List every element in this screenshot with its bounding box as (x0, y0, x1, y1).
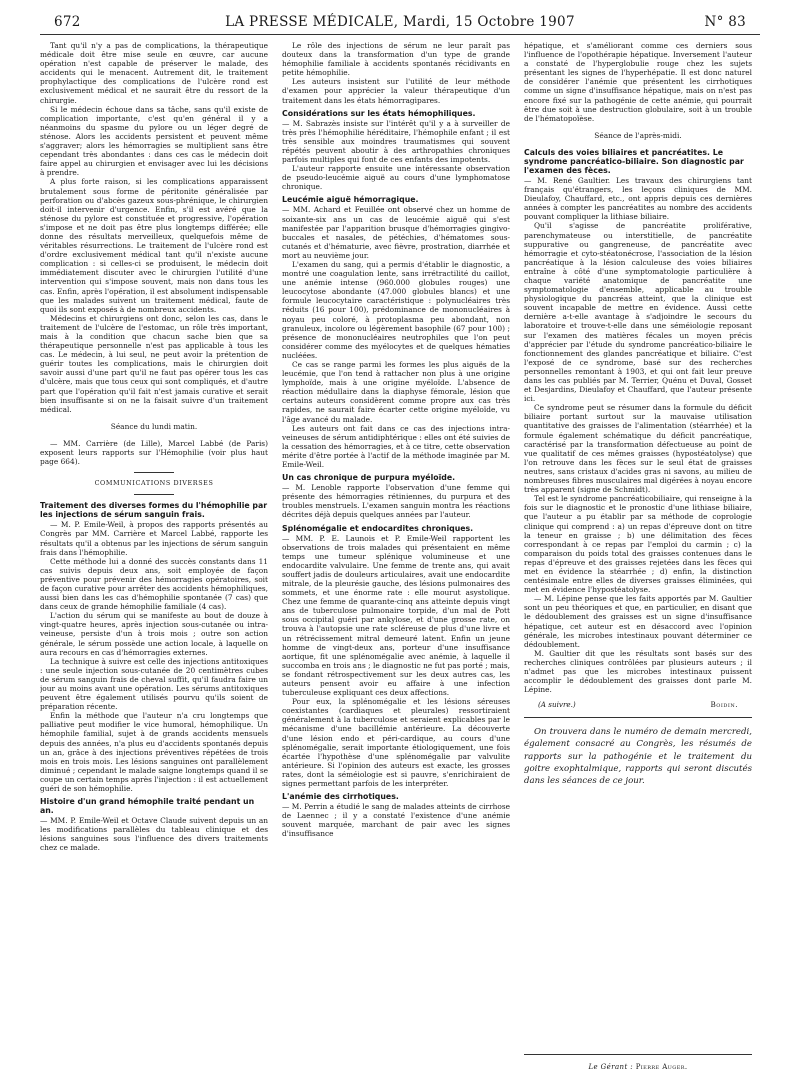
divider (134, 494, 174, 495)
paragraph: Ce cas se range parmi les formes les plus aiguës de la leucémie, que l'on tend à rattacher non plus à une origine lymphoïde, mais à une origine myéloïde. L'absence de réaction médullaire dans la diaphyse fémorale, lésion que certains auteurs considèrent comme propre aux cas très rapides, ne saurait faire écarter cette origine myéloïde, vu l'âge avancé du malade. (282, 360, 510, 424)
session-heading: Séance de l'après-midi. (594, 130, 682, 140)
paragraph: — MM. P. Emile-Weil et Octave Claude suivent depuis un an les modifications parallèles du tableau clinique et des lésions sanguines sous l'influence des divers traitements chez ce malade. (40, 816, 268, 853)
paragraph: Tel est le syndrome pancréaticobiliaire, qui renseigne à la fois sur le diagnostic et le pronostic d'une lithiase biliaire, que l'auteur a pu établir par sa méthode de coprologie clinique qui comprend : a) un repas d'épreuve dont on titre la teneur en graisse ; b) une délimitation des fèces correspondant à ce repas par l'emploi du carmin ; c) la comparaison du poids total des graisses contenues dans le repas d'épreuve et des graisses rejetées dans les fèces qui met en évidence la stéarrhée ; d) enfin, la distinction centésimale entre elles de diverses graisses éliminées, qui met en évidence l'hypostéatolyse. (524, 494, 752, 595)
paragraph: Tant qu'il n'y a pas de complications, la thérapeutique médicale doit être mise seule en œuvre, car aucune opération n'est capable de préserver le malade, des accidents qui le menacent. Autrement dit, le traitement prophylactique des complications de l'ulcère rond est exclusivement médical et ne saurait être du ressort de la chirurgie. (40, 41, 268, 105)
paragraph: Les auteurs insistent sur l'utilité de leur méthode d'examen pour apprécier la valeur thérapeutique d'un traitement dans les états hémorragipares. (282, 77, 510, 105)
paragraph: Ce syndrome peut se résumer dans la formule du déficit biliaire portant surtout sur la mauvaise utilisation quantitative des graisses de l'alimentation (stéarrhée) et la formule également schématique du déficit pancréatique, caractérisé par la transformation défectueuse au point de vue qualitatif de ces mêmes graisses (hypostéatolyse) que l'on retrouve dans les fèces sur le seul état de graisses neutres, sans cristaux d'acides gras ni savons, au milieu de nombreuses fibres musculaires mal digérées à noyau encore très apparent (signe de Schmidt). (524, 403, 752, 495)
paragraph: hépatique, et s'améliorant comme ces derniers sous l'influence de l'opothérapie hépatique. Inversement l'auteur a constaté de l'hyperglobulie rouge chez les sujets présentant les signes de l'hyperhépatie. Il est donc naturel de considérer l'anémie que présentent les cirrhotiques comme un signe d'insuffisance hépatique, mais on n'est pas encore fixé sur la pathogénie de cette anémie, qui pourrait être due soit à une destruction globulaire, soit à un trouble de l'hématopoïèse. (524, 41, 752, 123)
paragraph: Le rôle des injections de sérum ne leur paraît pas douteux dans la transformation d'un type de grande hémophilie familiale à accidents spontanés récidivants en petite hémophilie. (282, 41, 510, 78)
to-be-continued: (A suivre.) (538, 700, 576, 710)
article-heading: Un cas chronique de purpura myéloïde. (282, 473, 456, 483)
paragraph: — M. Sabrazès insiste sur l'intérêt qu'il y a à surveiller de très près l'hémophilie héréditaire, l'hémophile enfant ; il est très sensible aux moindres traumatismes qui souvent répétés peuvent aboutir à des arthropathies chroniques parfois multiples qui font de ces enfants des impotents. (282, 118, 510, 165)
column-1 (40, 41, 268, 1079)
paragraph: L'action du sérum qui se manifeste au bout de douze à vingt-quatre heures, après injection sous-cutanée ou intra-veineuse, persiste d'un à trois mois ; outre son action générale, le sérum possède une action locale, à laquelle on aura recours en cas d'hémorragies externes. (40, 611, 268, 657)
column-2 (282, 41, 510, 1079)
manager-credit (524, 1054, 752, 1071)
paragraph: — M. P. Emile-Weil, à propos des rapports présentés au Congrès par MM. Carrière et Marcel Labbé, rapporte les résultats qu'il a obtenus par les injections de sérum sanguin frais dans l'hémophilie. (40, 520, 268, 557)
editorial-notice (524, 726, 752, 787)
paragraph: — MM. Achard et Feuillée ont observé chez un homme de soixante-six ans un cas de leucémie aiguë qui s'est manifestée par l'apparition brusque d'hémorragies gingivo-buccales et nasales, de pétéchies, d'hématomes sous-cutanés et d'hématurie, avec fièvre, prostration, diarrhée et mort au neuvième jour. (282, 205, 510, 260)
author-signature: Boidin. (710, 700, 738, 710)
paragraph: Enfin la méthode que l'auteur n'a cru longtemps que palliative peut modifier le vice humoral, hémophilique. Un hémophile familial, sujet à de grands accidents mensuels depuis des années, n'a plus eu d'accidents spontanés depuis un an, grâce à des injections préventives répétées de trois mois en trois mois. Les lésions sanguines ont parallèlement diminué ; cependant le malade saigne longtemps quand il se coupe un certain temps après l'injection : il est actuellement guéri de son hémophilie. (40, 711, 268, 794)
article-heading: Splénomégalie et endocardites chroniques. (282, 523, 474, 533)
issue-number: N° 83 (704, 14, 746, 30)
divider (134, 472, 174, 473)
article-signature (524, 700, 752, 709)
paragraph: M. Gaultier dit que les résultats sont basés sur des recherches cliniques contrôlées par plusieurs auteurs ; il n'admet pas que les microbes intestinaux puissent accomplir le dédoublement des graisses dont parle M. Lépine. (524, 648, 752, 695)
paragraph: — MM. P. E. Launois et P. Emile-Weil rapportent les observations de trois malades qui présentaient en même temps une tumeur splénique volumineuse et une endocardite valvulaire. Une femme de trente ans, qui avait souffert jadis de douleurs articulaires, avait une endocardite mitrale, de la pleurésie gauche, des lésions pulmonaires des sommets, et une énorme rate : elle mourut asystolique. Chez une femme de quarante-cinq ans atteinte depuis vingt ans de tuberculose pulmonaire torpide, d'un mal de Pott sous occipital guéri par ankylose, et d'une grosse rate, on trouva à l'autopsie une rate scléreuse de plus d'une livre et un rétrécissement mitral demeuré latent. Enfin un jeune homme de vingt-deux ans, porteur d'une insuffisance aortique, fit une splénomégalie avec anémie, à laquelle il succomba en trois ans ; le diagnostic ne fut pas porté ; mais, se fondant rétrospectivement sur les deux autres cas, les auteurs pensent avoir eu affaire à une infection tuberculeuse expliquant ces deux affections. (282, 533, 510, 698)
paragraph: — M. Lépine pense que les faits apportés par M. Gaultier sont un peu théoriques et que, en particulier, en disant que le dédoublement des graisses est un signe d'insuffisance hépatique, cet auteur est en désaccord avec l'opinion générale, les microbes intestinaux pouvant déterminer ce dédoublement. (524, 594, 752, 649)
article-heading: Considérations sur les états hémophiliques. (282, 108, 476, 118)
paragraph: Cette méthode lui a donné des succès constants dans 11 cas suivis depuis deux ans, soit employée de façon préventive pour prévenir des hémorragies opératoires, soit de façon curative pour arrêter des accidents hémophiliques, aussi bien dans les cas d'hémophilie spontanée (7 cas) que dans ceux de grande hémophilie familiale (4 cas). (40, 556, 268, 612)
session-heading: Séance du lundi matin. (110, 421, 198, 431)
article-heading: Leucémie aiguë hémorragique. (282, 195, 419, 205)
text-columns (40, 41, 760, 1079)
paragraph: La technique à suivre est celle des injections antitoxiques : une seule injection sous-cutanée de 20 centimètres cubes de sérum sanguin frais de cheval suffit, qu'il faudra faire un jour au moins avant une opération. Les sérums antitoxiques peuvent être également utilisés pourvu qu'ils soient de préparation récente. (40, 656, 268, 712)
notice-text: On trouvera dans le numéro de demain mercredi, également consacré au Congrès, les résumés de rapports sur la pathogénie et le traitement du goitre exophtalmique, rapports qui seront discutés dans les séances de ce jour. (524, 727, 752, 787)
paragraph: Qu'il s'agisse de pancréatite proliférative, parenchymateuse ou interstitielle, de pancréatite suppurative ou gangreneuse, de pancréatite avec hémorragie et cyto-stéatonécrose, l'association de la lésion pancréatique à la lésion calculeuse des voies biliaires entraîne à côté d'une symptomatologie particulière à chaque variété anatomique de pancréatite une symptomatologie d'ensemble, applicable au trouble physiologique du pancréas atteint, que la clinique est souvent incapable de mettre en évidence. Aussi cette dernière a-t-elle avantage à s'adjoindre le secours du laboratoire et trouve-t-elle dans une séméiologie reposant sur l'examen des matières fécales un moyen précis d'apprécier par l'étude du syndrome pancréatico-biliaire le fonctionnement des glandes pancréatique et biliaire. C'est l'exposé de ce syndrome, basé sur des recherches personnelles remontant à 1903, et qui ont fait leur preuve dans les cas publiés par M. Terrier, Quénu et Duval, Gosset et Desjardins, Dieulafoy et Chauffard, que l'auteur présente ici. (524, 221, 752, 404)
paragraph: Pour eux, la splénomégalie et les lésions séreuses coexistantes (cardiaques et pleurales) ressortiraient généralement à la tuberculose et seraient explicables par le mécanisme d'une bacillémie antérieure. La découverte d'une lésion endo et péri-cardique, au cours d'une splénomégalie, serait importante étiologiquement, une fois écartée l'hypothèse d'une splénomégalie par valvulite antérieure. Si l'opinion des auteurs est exacte, les grosses rates, dont la séméiologie est si pauvre, s'enrichiraient de signes permettant parfois de les interpréter. (282, 697, 510, 789)
paragraph: — MM. Carrière (de Lille), Marcel Labbé (de Paris) exposent leurs rapports sur l'Hémophilie (voir plus haut page 664). (40, 438, 268, 467)
paragraph: Médecins et chirurgiens ont donc, selon les cas, dans le traitement de l'ulcère de l'estomac, un rôle très important, mais à la condition que chacun sache bien que sa thérapeutique personnelle n'est pas applicable à tous les cas. Le médecin, à lui seul, ne peut avoir la prétention de guérir toutes les complications, mais le chirurgien doit savoir aussi d'une part qu'il ne faut pas opérer tous les cas d'ulcère, mais que tous ceux qui sont compliqués, et d'autre part que l'opération qu'il fait n'est jamais curative et serait bien insuffisante si on ne la faisait suivre d'un traitement médical. (40, 313, 268, 414)
manager-label: Le Gérant : (588, 1063, 634, 1071)
article-heading: Histoire d'un grand hémophile traité pendant un an. (40, 797, 255, 816)
paragraph: Les auteurs ont fait dans ce cas des injections intra-veineuses de sérum antidiphtérique : elles ont été suivies de la cessation des hémorragies, et à ce titre, cette observation mérite d'être portée à l'actif de la méthode imaginée par M. Emile-Weil. (282, 423, 510, 470)
column-3 (524, 41, 752, 1079)
section-label: COMMUNICATIONS DIVERSES (94, 479, 214, 488)
journal-title: LA PRESSE MÉDICALE, Mardi, 15 Octobre 1907 (225, 14, 575, 30)
paragraph: Si le médecin échoue dans sa tâche, sans qu'il existe de complication importante, c'est qu'en général il y a néanmoins du spasme du pylore ou un léger degré de sténose. Alors les accidents persistent et peuvent même s'aggraver; alors les hémorragies se multiplient sans être cependant très abondantes : dans ces cas le médecin doit faire appel au chirurgien et envisager avec lui les décisions à prendre. (40, 104, 268, 178)
page-number: 672 (54, 14, 81, 30)
paragraph: L'auteur rapporte ensuite une intéressante observation de pseudo-leucémie aiguë au cours d'une lymphomatose chronique. (282, 164, 510, 192)
paragraph: — M. René Gaultier. Les travaux des chirurgiens tant français qu'étrangers, les leçons cliniques de MM. Dieulafoy, Chauffard, etc., ont appris depuis ces dernières années à compter les pancréatites au nombre des accidents pouvant compliquer la lithiase biliaire. (524, 175, 752, 222)
manager-name: Pierre Auger. (635, 1063, 688, 1071)
paragraph: — M. Lenoble rapporte l'observation d'une femme qui présente des hémorragies rétiniennes, du purpura et des troubles menstruels. L'examen sanguin montra les réactions décrites déjà depuis quelques années par l'auteur. (282, 483, 510, 520)
divider (524, 717, 752, 718)
page-header (40, 14, 760, 35)
paragraph: A plus forte raison, si les complications apparaissent brutalement sous forme de péritonite généralisée par perforation ou d'abcès gazeux sous-phrénique, le chirurgien doit-il intervenir d'urgence. Enfin, s'il est avéré que la sténose du pylore est constituée et progressive, l'opération s'impose et ne doit pas être plus longtemps différée; elle donne des résultats merveilleux, quelquefois même de véritables résurrections. Le traitement de l'ulcère rond est d'ordre exclusivement médical tant qu'il n'existe aucune complication : si celles-ci se produisent, le médecin doit immédiatement discuter avec le chirurgien l'utilité d'une intervention qui s'impose souvent, mais non dans tous les cas. Enfin, après l'opération, il est absolument indispensable que les malades suivent un traitement médical, faute de quoi ils sont exposés à de nombreux accidents. (40, 177, 268, 314)
article-heading: L'anémie des cirrhotiques. (282, 792, 399, 802)
paragraph: L'examen du sang, qui a permis d'établir le diagnostic, a montré une coagulation lente, sans irrétractilité du caillot, une anémie intense (960.000 globules rouges) une leucocytose abondante (47.000 globules blancs) et une formule leucocytaire caractéristique : polynucléaires très réduits (16 pour 100), prédominance de mononucléaires à noyau peu coloré, à protoplasma peu abondant, non granuleux, incolore ou légèrement basophile (67 pour 100) ; présence de mononucléaires neutrophiles que l'on peut considérer comme des myélocytes et de quelques hématies nucléées. (282, 259, 510, 360)
paragraph: — M. Perrin a étudié le sang de malades atteints de cirrhose de Laennec ; il y a constaté l'existence d'une anémie souvent marquée, marchant de pair avec les signes d'insuffisance (282, 802, 510, 839)
article-heading: Traitement des diverses formes du l'hémophilie par les injections de sérum sanguin frais. (40, 501, 268, 520)
article-heading: Calculs des voies biliaires et pancréatites. Le syndrome pancréatico-biliaire. Son diagnostic par l'examen des fèces. (524, 147, 744, 175)
